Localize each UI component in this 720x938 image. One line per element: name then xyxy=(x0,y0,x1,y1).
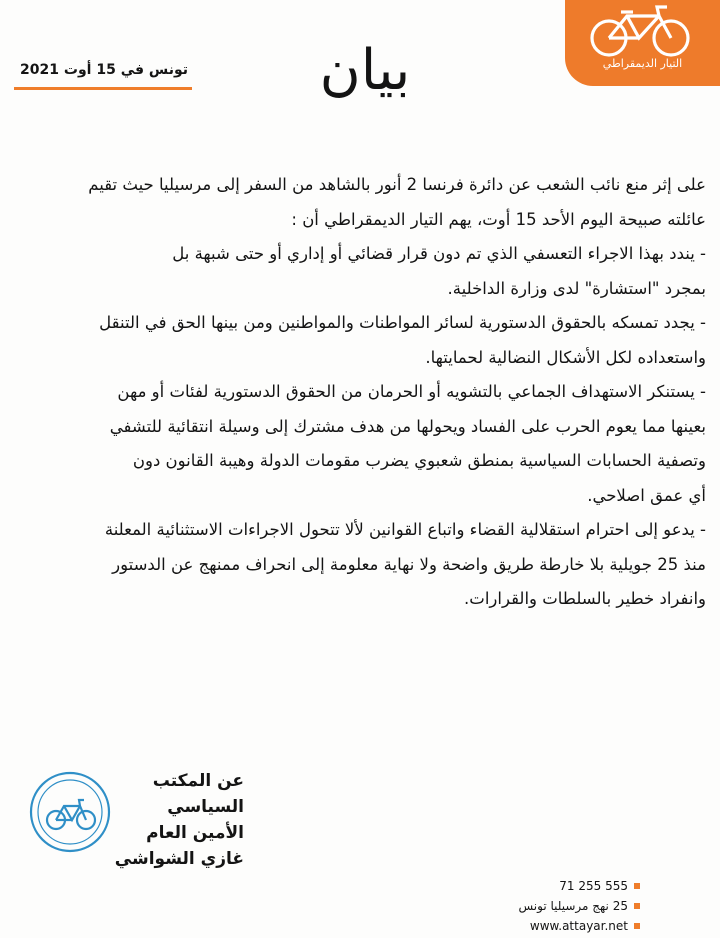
date-box xyxy=(14,60,192,90)
body-line: أي عمق اصلاحي. xyxy=(587,485,706,505)
bullet-square-icon xyxy=(634,923,640,929)
footer-website[interactable]: www.attayar.net xyxy=(529,919,628,933)
logo-caption: التيار الديمقراطي xyxy=(602,57,683,70)
body-line: واستعداده لكل الأشكال النضالية لحمايتها. xyxy=(425,347,706,367)
body-line: على إثر منع نائب الشعب عن دائرة فرنسا 2 أنور بالشاهد من السفر إلى مرسيليا حيث تقيم xyxy=(88,175,706,194)
body-line: بعينها مما يعوم الحرب على الفساد ويحولها من هدف مشترك إلى وسيلة انتقائية للتشفي xyxy=(109,416,706,436)
body-line: عائلته صبيحة اليوم الأحد 15 أوت، يهم التيار الديمقراطي أن : xyxy=(291,209,706,229)
bicycle-icon xyxy=(587,4,697,60)
body-line: - يستنكر الاستهداف الجماعي بالتشويه أو الحرمان من الحقوق الدستورية لفئات أو مهن xyxy=(117,382,706,401)
bullet-square-icon xyxy=(634,883,640,889)
body-line: - يجدد تمسكه بالحقوق الدستورية لسائر المواطنات والمواطنين ومن بينها الحق في التنقل xyxy=(99,313,706,332)
footer-address: 25 نهج مرسيليا تونس xyxy=(518,899,628,913)
body-line: بمجرد "استشارة" لدى وزارة الداخلية. xyxy=(447,278,706,298)
party-logo xyxy=(565,0,720,86)
body-line: - يندد بهذا الاجراء التعسفي الذي تم دون قرار قضائي أو إداري أو حتى شبهة بل xyxy=(172,244,706,263)
statement-body xyxy=(6,168,706,617)
bullet-square-icon xyxy=(634,903,640,909)
body-line: وانفراد خطير بالسلطات والقرارات. xyxy=(464,589,706,608)
footer-address-row xyxy=(490,896,640,916)
footer-phone-row xyxy=(490,876,640,896)
body-line: منذ 25 جويلية بلا خارطة طريق واضحة ولا نهاية معلومة إلى انحراف ممنهج عن الدستور xyxy=(112,554,706,574)
signature-office: عن المكتب السياسي xyxy=(152,771,244,817)
signature-name: غازي الشواشي xyxy=(114,849,244,869)
footer-website-row xyxy=(490,916,640,936)
signature-role: الأمين العام xyxy=(146,823,244,843)
document-date: تونس في 15 أوت 2021 xyxy=(20,62,188,78)
bicycle-icon xyxy=(47,800,95,829)
body-line: - يدعو إلى احترام استقلالية القضاء واتباع القوانين لألا تتحول الاجراءات الاستثنائية المعلنة xyxy=(104,520,706,539)
signature-block xyxy=(94,768,244,872)
page-title: بيان xyxy=(319,38,411,103)
footer-contact xyxy=(490,876,640,936)
body-line: وتصفية الحسابات السياسية بمنطق شعبوي يضرب مقومات الدولة وهيبة القانون دون xyxy=(132,451,706,470)
footer-phone: 71 255 555 xyxy=(559,879,628,893)
